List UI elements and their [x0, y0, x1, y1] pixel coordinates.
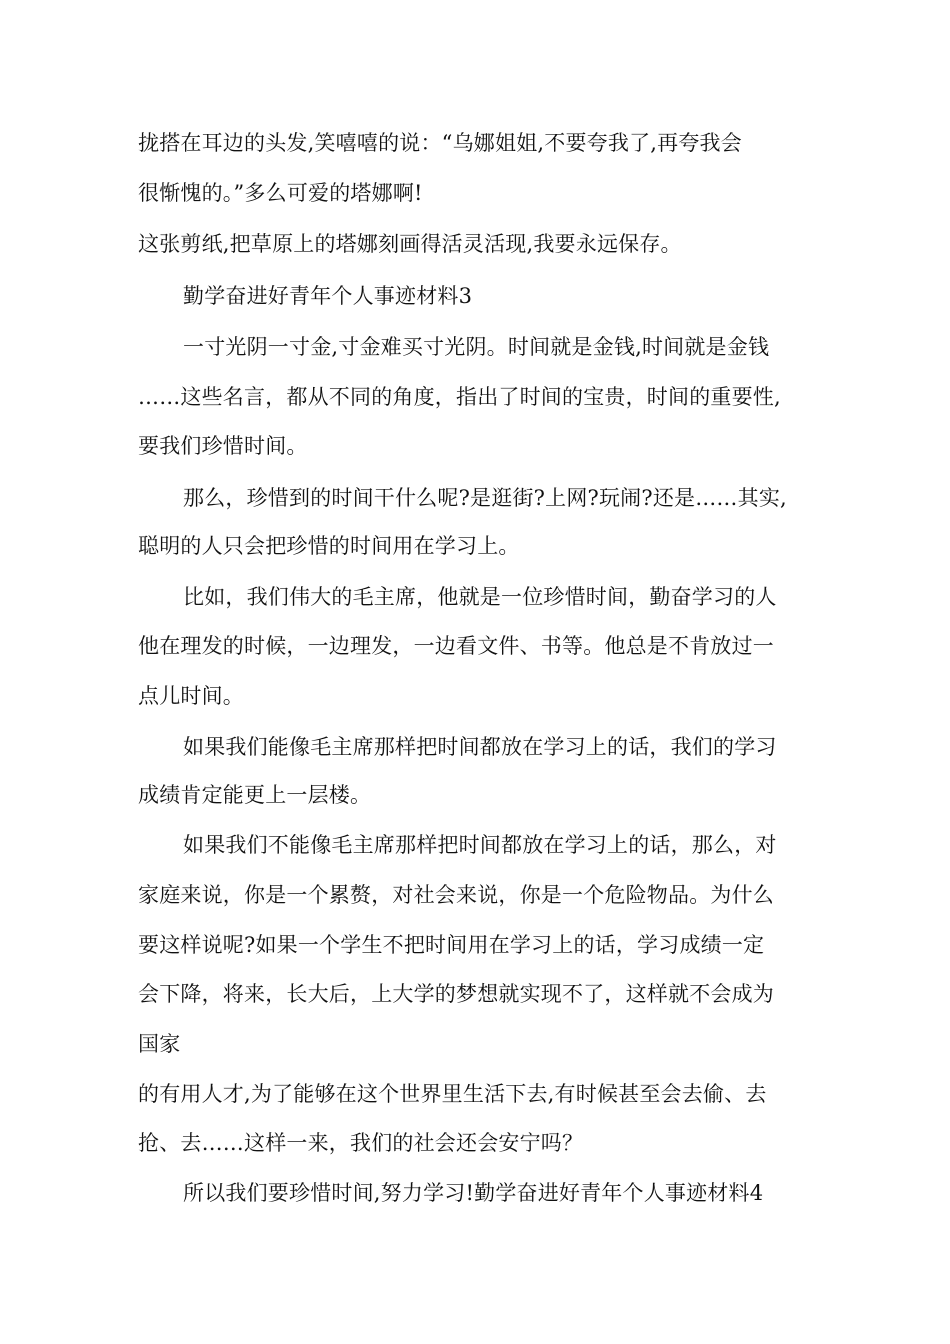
text-line: 会下降，将来，长大后，上大学的梦想就实现不了，这样就不会成为: [138, 982, 774, 1006]
text-line: 那么，珍惜到的时间干什么呢?是逛街?上网?玩闹?还是……其实,: [183, 486, 787, 510]
text-line: 如果我们能像毛主席那样把时间都放在学习上的话，我们的学习: [183, 735, 777, 759]
text-line: 所以我们要珍惜时间,努力学习!勤学奋进好青年个人事迹材料4: [183, 1181, 764, 1205]
text-line: 要我们珍惜时间。: [138, 434, 308, 458]
text-line: ……这些名言，都从不同的角度，指出了时间的宝贵，时间的重要性,: [138, 385, 781, 409]
section-heading: 勤学奋进好青年个人事迹材料3: [183, 284, 473, 308]
text-line: 抢、去……这样一来，我们的社会还会安宁吗？: [138, 1131, 584, 1155]
text-line: 如果我们不能像毛主席那样把时间都放在学习上的话，那么，对: [183, 833, 777, 857]
text-line: 他在理发的时候，一边理发，一边看文件、书等。他总是不肯放过一: [138, 634, 774, 658]
text-line: 要这样说呢?如果一个学生不把时间用在学习上的话，学习成绩一定: [138, 933, 765, 957]
text-line: 成绩肯定能更上一层楼。: [138, 783, 372, 807]
text-line: 一寸光阴一寸金,寸金难买寸光阴。时间就是金钱,时间就是金钱: [183, 335, 770, 359]
text-line: 点儿时间。: [138, 684, 244, 708]
text-line: 国家: [138, 1032, 181, 1056]
text-line: 拢搭在耳边的头发,笑嘻嘻的说：“乌娜姐姐,不要夸我了,再夸我会: [138, 131, 742, 155]
text-line: 很惭愧的。”多么可爱的塔娜啊!: [138, 181, 423, 205]
text-line: 比如，我们伟大的毛主席，他就是一位珍惜时间，勤奋学习的人: [183, 585, 777, 609]
text-line: 聪明的人只会把珍惜的时间用在学习上。: [138, 534, 520, 558]
text-line: 这张剪纸,把草原上的塔娜刻画得活灵活现,我要永远保存。: [138, 232, 682, 256]
text-line: 家庭来说，你是一个累赘，对社会来说，你是一个危险物品。为什么: [138, 883, 774, 907]
text-line: 的有用人才,为了能够在这个世界里生活下去,有时候甚至会去偷、去: [138, 1082, 767, 1106]
